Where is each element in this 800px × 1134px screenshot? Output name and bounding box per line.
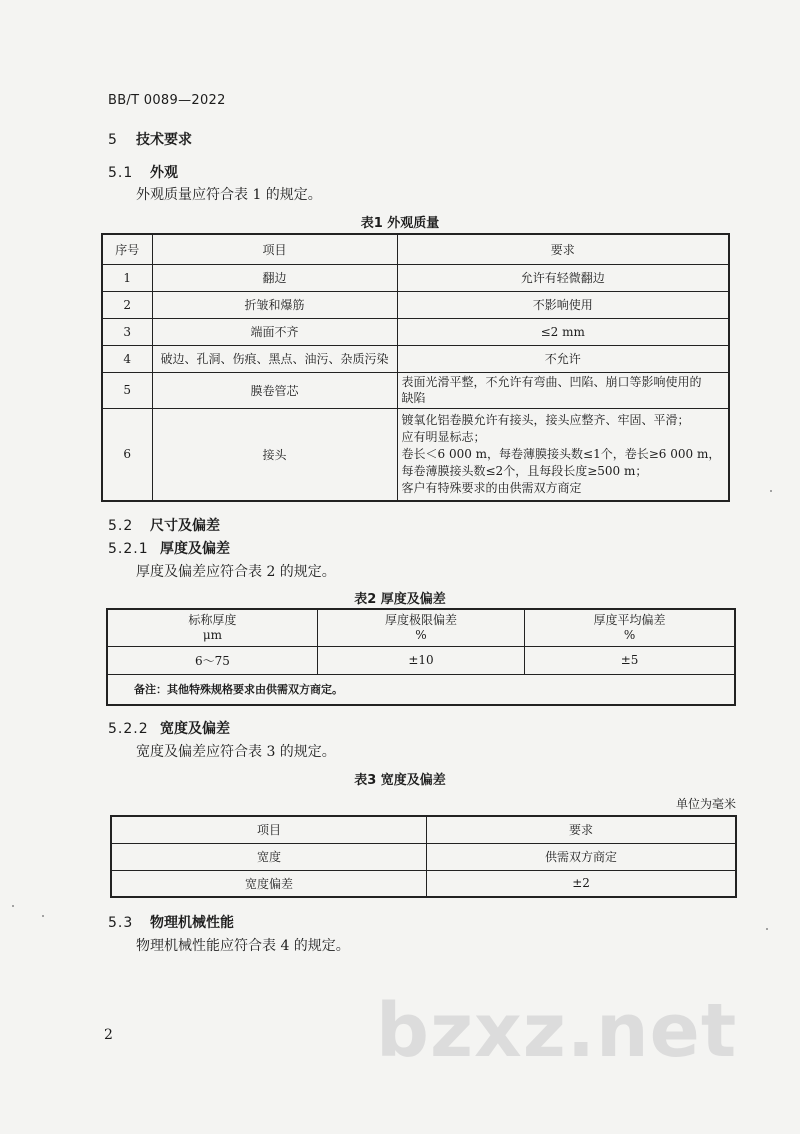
section-5-heading bbox=[108, 129, 192, 149]
table-cell: ±10 bbox=[317, 646, 524, 674]
req-line: 缺陷 bbox=[401, 391, 426, 405]
section-number: 5.2.1 bbox=[108, 541, 149, 557]
table-cell: 宽度偏差 bbox=[111, 870, 427, 897]
header-unit: % bbox=[623, 627, 636, 642]
scan-speck bbox=[12, 905, 14, 907]
section-5-2-heading bbox=[108, 515, 220, 535]
table-cell-no: 6 bbox=[102, 408, 152, 501]
header-name: 厚度平均偏差 bbox=[593, 612, 666, 627]
section-title: 尺寸及偏差 bbox=[150, 518, 220, 534]
table-cell-req: 不允许 bbox=[397, 345, 729, 372]
table-cell: 供需双方商定 bbox=[427, 843, 736, 870]
section-title: 技术要求 bbox=[136, 132, 192, 148]
table-header-cell bbox=[107, 609, 317, 646]
section-5-1-text: 外观质量应符合表 1 的规定。 bbox=[136, 187, 322, 203]
table-cell-item: 端面不齐 bbox=[152, 318, 397, 345]
section-5-2-1-text: 厚度及偏差应符合表 2 的规定。 bbox=[136, 564, 336, 580]
section-title: 物理机械性能 bbox=[150, 915, 234, 931]
table-3-unit: 单位为毫米 bbox=[675, 797, 736, 811]
scan-speck bbox=[42, 915, 44, 917]
scan-speck bbox=[766, 928, 768, 930]
section-title: 厚度及偏差 bbox=[160, 541, 230, 557]
section-number: 5.2 bbox=[108, 518, 134, 534]
section-number: 5.1 bbox=[108, 165, 134, 181]
section-5-2-1-heading bbox=[108, 538, 230, 558]
section-5-1-heading bbox=[108, 162, 178, 182]
table-row bbox=[102, 291, 729, 318]
table-header-cell: 项目 bbox=[111, 816, 427, 843]
table-cell-item: 接头 bbox=[152, 408, 397, 501]
section-title: 宽度及偏差 bbox=[160, 721, 230, 737]
scan-speck bbox=[770, 490, 772, 492]
table-row bbox=[102, 345, 729, 372]
section-5-3-heading bbox=[108, 912, 234, 932]
section-number: 5 bbox=[108, 132, 117, 148]
table-row bbox=[111, 870, 736, 897]
header-unit: μm bbox=[202, 627, 223, 642]
header-unit: % bbox=[415, 627, 427, 642]
table-2-caption: 表2 厚度及偏差 bbox=[354, 592, 446, 607]
table-1-caption: 表1 外观质量 bbox=[360, 216, 440, 231]
table-cell-no: 2 bbox=[102, 291, 152, 318]
table-cell: 宽度 bbox=[111, 843, 427, 870]
table-row bbox=[102, 408, 729, 501]
table-row bbox=[102, 372, 729, 408]
req-line: 表面光滑平整，不允许有弯曲、凹陷、崩口等影响使用的 bbox=[401, 375, 702, 389]
table-cell-item: 膜卷管芯 bbox=[152, 372, 397, 408]
header-name: 标称厚度 bbox=[188, 612, 237, 627]
req-line: 卷长＜6 000 m，每卷薄膜接头数≤1个，卷长≥6 000 m， bbox=[401, 446, 721, 461]
section-number: 5.3 bbox=[108, 915, 134, 931]
table-3 bbox=[110, 815, 737, 898]
table-cell-no: 3 bbox=[102, 318, 152, 345]
table-cell-item: 折皱和爆筋 bbox=[152, 291, 397, 318]
table-cell-req bbox=[397, 372, 729, 408]
table-cell-req: ≤2 mm bbox=[397, 318, 729, 345]
section-5-3-text: 物理机械性能应符合表 4 的规定。 bbox=[136, 938, 350, 954]
table-cell-req: 不影响使用 bbox=[397, 291, 729, 318]
table-cell-no: 5 bbox=[102, 372, 152, 408]
table-header-cell bbox=[525, 609, 735, 646]
table-row bbox=[102, 318, 729, 345]
table-cell-no: 1 bbox=[102, 264, 152, 291]
req-line: 镀氧化铝卷膜允许有接头，接头应整齐、牢固、平滑； bbox=[401, 412, 690, 427]
table-cell-item: 翻边 bbox=[152, 264, 397, 291]
table-note: 备注：其他特殊规格要求由供需双方商定。 bbox=[107, 674, 735, 705]
standard-code: BB/T 0089—2022 bbox=[108, 93, 226, 108]
table-cell: 6～75 bbox=[107, 646, 317, 674]
table-header-cell: 要求 bbox=[427, 816, 736, 843]
header-name: 厚度极限偏差 bbox=[384, 612, 457, 627]
table-header-row bbox=[102, 234, 729, 264]
table-header-cell bbox=[317, 609, 524, 646]
table-2 bbox=[106, 608, 736, 706]
table-cell-req bbox=[397, 408, 729, 501]
table-cell: ±5 bbox=[525, 646, 735, 674]
page-number: 2 bbox=[104, 1027, 113, 1043]
table-3-caption: 表3 宽度及偏差 bbox=[354, 773, 446, 788]
table-row bbox=[102, 264, 729, 291]
table-cell-no: 4 bbox=[102, 345, 152, 372]
table-note-row bbox=[107, 674, 735, 705]
req-line: 应有明显标志； bbox=[401, 429, 486, 444]
table-row bbox=[111, 843, 736, 870]
table-header-row bbox=[107, 609, 735, 646]
table-header-cell: 要求 bbox=[397, 234, 729, 264]
table-header-cell: 序号 bbox=[102, 234, 152, 264]
table-cell-req: 允许有轻微翻边 bbox=[397, 264, 729, 291]
watermark: bzxz.net bbox=[376, 988, 738, 1074]
table-header-cell: 项目 bbox=[152, 234, 397, 264]
table-row bbox=[107, 646, 735, 674]
section-5-2-2-heading bbox=[108, 718, 230, 738]
req-line: 每卷薄膜接头数≤2个，且每段长度≥500 m； bbox=[401, 463, 648, 478]
section-title: 外观 bbox=[150, 165, 178, 181]
section-5-2-2-text: 宽度及偏差应符合表 3 的规定。 bbox=[136, 744, 336, 760]
table-header-row bbox=[111, 816, 736, 843]
req-line: 客户有特殊要求的由供需双方商定 bbox=[401, 480, 582, 495]
section-number: 5.2.2 bbox=[108, 721, 149, 737]
table-1 bbox=[101, 233, 730, 502]
table-cell-item: 破边、孔洞、伤痕、黑点、油污、杂质污染 bbox=[152, 345, 397, 372]
table-cell: ±2 bbox=[427, 870, 736, 897]
